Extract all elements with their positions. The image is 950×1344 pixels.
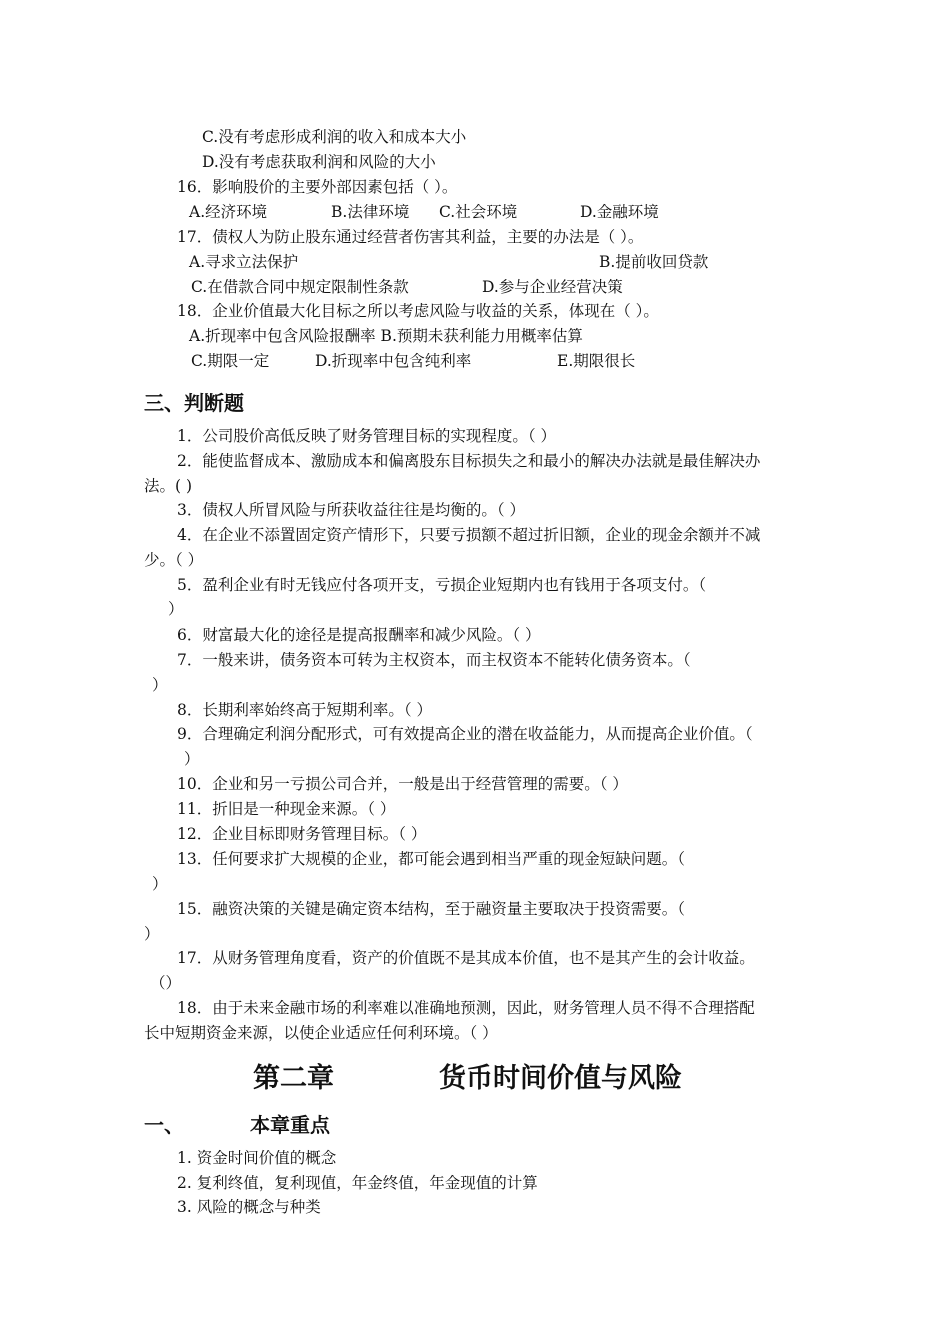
tf-item-2: 2．能使监督成本、激励成本和偏离股东目标损失之和最小的解决办法就是最佳解决办 <box>177 452 761 470</box>
q18-options-ab: A.折现率中包含风险报酬率 B.预期未获利能力用概率估算 <box>189 327 583 345</box>
q18-option-e: E.期限很长 <box>557 352 636 370</box>
key-point-2: 2. 复利终值，复利现值，年金终值，年金现值的计算 <box>177 1174 538 1192</box>
tf-item-3: 3．债权人所冒风险与所获收益往往是均衡的。（ ） <box>177 501 526 519</box>
key-point-3: 3. 风险的概念与种类 <box>177 1198 321 1216</box>
tf-item-13: 13．任何要求扩大规模的企业，都可能会遇到相当严重的现金短缺问题。（ <box>177 850 685 868</box>
tf-item-6: 6．财富最大化的途径是提高报酬率和减少风险。（ ） <box>177 626 541 644</box>
tf-item-9: 9．合理确定利润分配形式，可有效提高企业的潜在收益能力，从而提高企业价值。（ <box>177 725 753 743</box>
q18-option-c: C.期限一定 <box>191 352 270 370</box>
q17-option-b: B.提前收回贷款 <box>599 253 709 271</box>
q16-option-d: D.金融环境 <box>580 203 659 221</box>
key-point-1: 1. 资金时间价值的概念 <box>177 1149 337 1167</box>
q18-options-row2 <box>0 350 950 372</box>
q18-stem: 18．企业价值最大化目标之所以考虑风险与收益的关系，体现在（ ）。 <box>177 302 659 320</box>
chapter-title-number: 第二章 <box>253 1063 334 1094</box>
tf-item-5: 5．盈利企业有时无钱应付各项开支，亏损企业短期内也有钱用于各项支付。（ <box>177 576 707 594</box>
q17-option-a: A.寻求立法保护 <box>189 253 299 271</box>
section-title-key-points: 本章重点 <box>250 1113 330 1137</box>
tf-item-2-cont: 法。( ) <box>144 477 193 495</box>
q16-option-b: B.法律环境 <box>331 203 410 221</box>
tf-item-10: 10．企业和另一亏损公司合并，一般是出于经营管理的需要。（ ） <box>177 775 628 793</box>
chapter-title-text: 货币时间价值与风险 <box>439 1063 682 1094</box>
tf-item-15-cont: ） <box>144 925 160 943</box>
tf-item-4: 4．在企业不添置固定资产情形下，只要亏损额不超过折旧额，企业的现金余额并不减 <box>177 526 761 544</box>
tf-item-7-cont: ） <box>152 676 168 694</box>
tf-item-17-cont: （） <box>150 974 182 992</box>
tf-item-13-cont: ） <box>152 875 168 893</box>
q17-options-row1 <box>0 251 950 273</box>
tf-item-15: 15．融资决策的关键是确定资本结构，至于融资量主要取决于投资需要。（ <box>177 900 685 918</box>
tf-item-18-cont: 长中短期资金来源，以使企业适应任何利环境。（ ） <box>144 1024 498 1042</box>
q16-options <box>0 201 950 223</box>
q16-stem: 16．影响股价的主要外部因素包括（ ）。 <box>177 178 458 196</box>
tf-item-4-cont: 少。（ ） <box>144 551 204 569</box>
q17-stem: 17．债权人为防止股东通过经营者伤害其利益，主要的办法是（ ）。 <box>177 228 644 246</box>
q15-option-c: C.没有考虑形成利润的收入和成本大小 <box>202 128 467 146</box>
tf-item-5-cont: ） <box>168 600 184 618</box>
tf-item-1: 1．公司股价高低反映了财务管理目标的实现程度。（ ） <box>177 427 557 445</box>
tf-item-17: 17．从财务管理角度看，资产的价值既不是其成本价值，也不是其产生的会计收益。 <box>177 949 755 967</box>
tf-item-12: 12．企业目标即财务管理目标。（ ） <box>177 825 427 843</box>
tf-item-9-cont: ） <box>184 750 200 768</box>
q17-option-c: C.在借款合同中规定限制性条款 <box>191 278 409 296</box>
q16-option-c: C.社会环境 <box>439 203 518 221</box>
section-heading-judgement: 三、判断题 <box>144 391 244 415</box>
q16-option-a: A.经济环境 <box>189 203 268 221</box>
tf-item-18: 18．由于未来金融市场的利率难以准确地预测，因此，财务管理人员不得不合理搭配 <box>177 999 755 1017</box>
q17-options-row2 <box>0 276 950 298</box>
tf-item-11: 11．折旧是一种现金来源。（ ） <box>177 800 396 818</box>
q18-option-d: D.折现率中包含纯利率 <box>315 352 472 370</box>
tf-item-8: 8．长期利率始终高于短期利率。（ ） <box>177 701 433 719</box>
tf-item-7: 7．一般来讲，债务资本可转为主权资本，而主权资本不能转化债务资本。（ <box>177 651 691 669</box>
q15-option-d: D.没有考虑获取利润和风险的大小 <box>202 153 436 171</box>
q17-option-d: D.参与企业经营决策 <box>482 278 623 296</box>
section-number: 一、 <box>144 1113 184 1137</box>
